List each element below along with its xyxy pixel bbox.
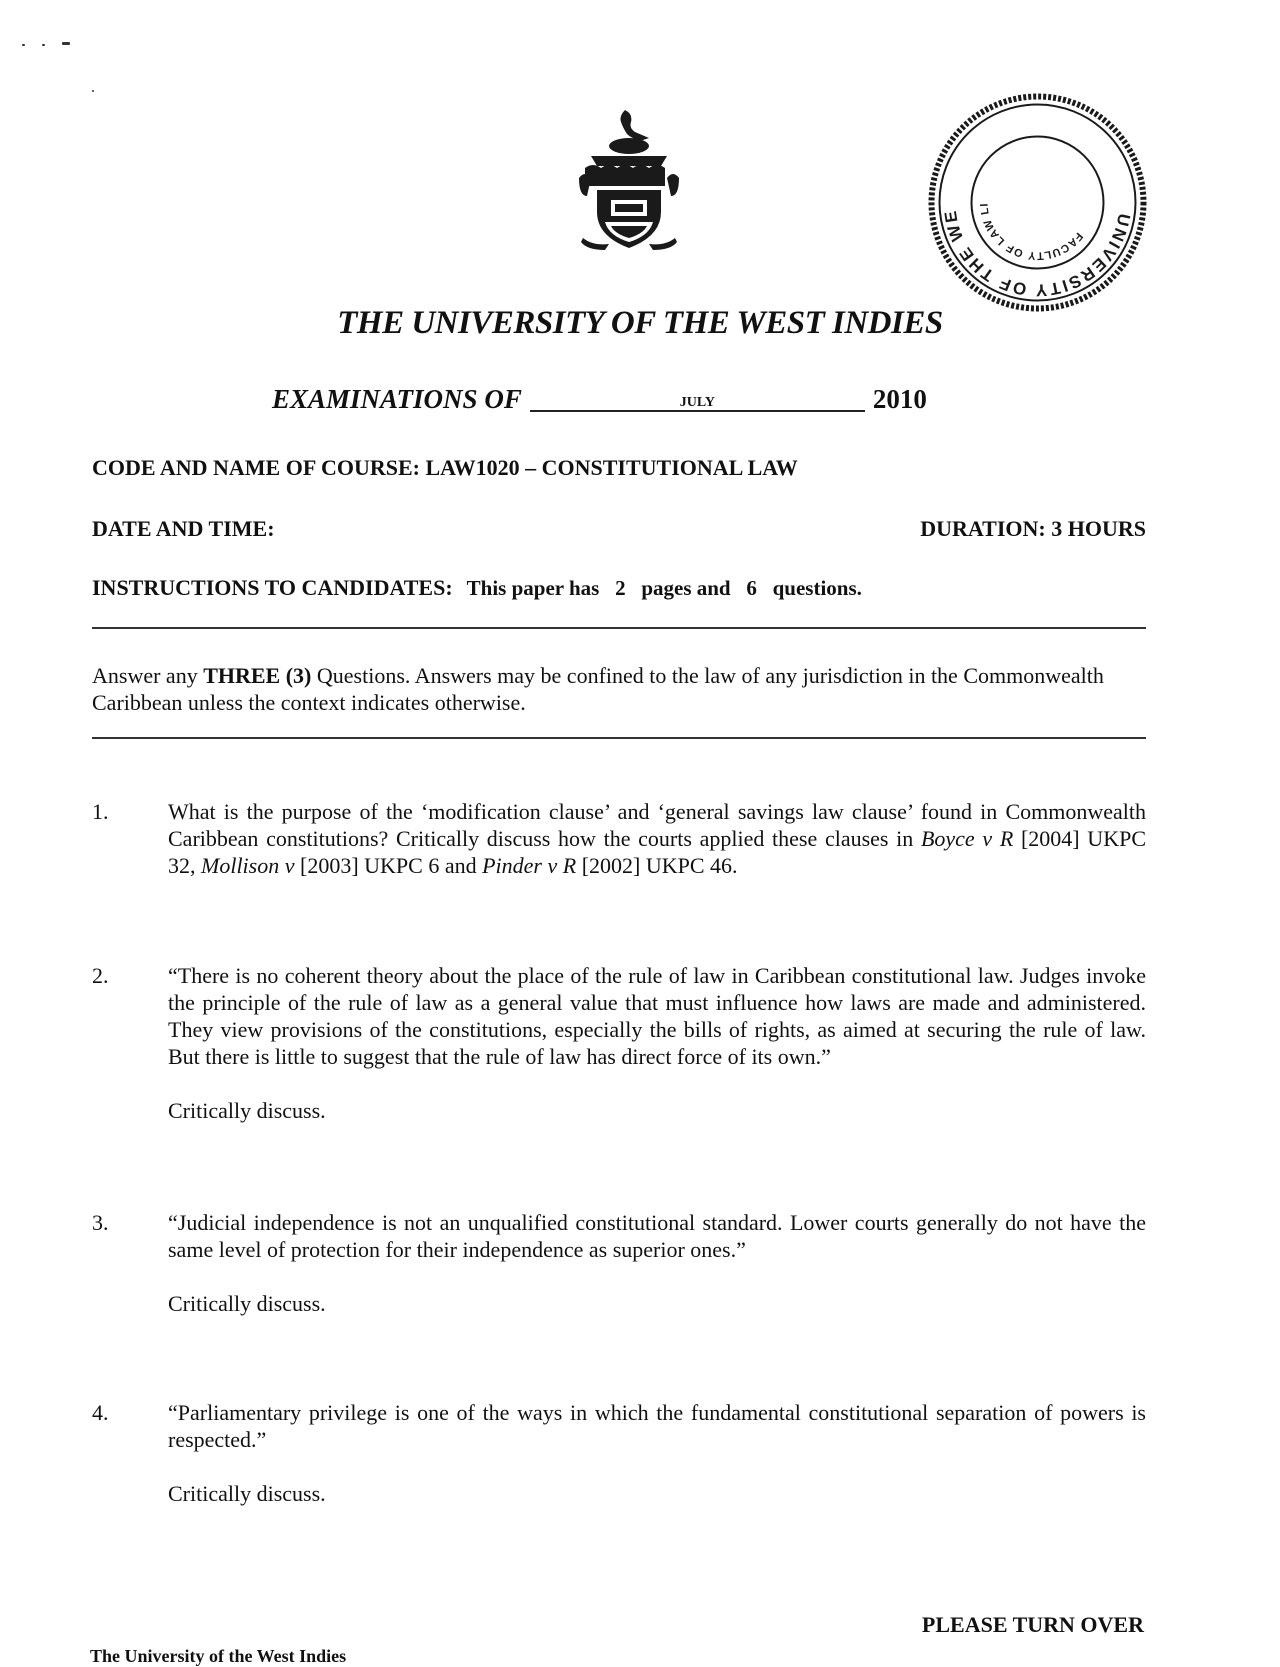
scan-speck xyxy=(62,42,70,45)
question-1 xyxy=(92,798,1146,879)
question-directive: Critically discuss. xyxy=(168,1291,326,1316)
question-3 xyxy=(92,1209,1146,1317)
instructions-suffix: questions. xyxy=(772,576,862,600)
divider-bottom xyxy=(92,737,1146,739)
instructions-prefix: This paper has xyxy=(466,576,600,600)
scan-speck xyxy=(22,44,25,46)
exam-year: 2010 xyxy=(872,384,927,414)
course-line xyxy=(92,455,798,481)
scan-speck xyxy=(42,44,45,46)
exam-line xyxy=(272,384,927,415)
question-text-part: [2003] UKPC 6 and xyxy=(294,853,483,878)
duration-value: 3 HOURS xyxy=(1051,516,1146,541)
course-label: CODE AND NAME OF COURSE: xyxy=(92,455,420,480)
question-number: 2. xyxy=(92,963,109,988)
case-citation: Boyce v R xyxy=(920,826,1014,851)
exam-month: JULY xyxy=(530,388,865,412)
case-citation: Pinder v R xyxy=(482,853,577,878)
duration-label: DURATION: xyxy=(920,516,1046,541)
answer-note-part2: Questions. Answers may be confined to the law of any jurisdiction in the Commonwealth Caribbean unless the context indicates otherwise. xyxy=(92,663,1104,715)
question-text-part: [2002] UKPC 46. xyxy=(576,853,738,878)
question-text: “There is no coherent theory about the place of the rule of law in Caribbean constitutional law. Judges invoke the principle of the rule of law as a general value that must influence how laws are made and administered. They view provisions of the constitutions, especially the bills of rights, as aimed at securing the rule of law. But there is little to suggest that the rule of law has direct force of its own.” xyxy=(168,963,1146,1069)
footer-institution: The University of the West Indies xyxy=(90,1646,347,1666)
question-2 xyxy=(92,962,1146,1124)
course-value: LAW1020 – CONSTITUTIONAL LAW xyxy=(425,455,798,480)
question-4 xyxy=(92,1399,1146,1507)
duration-line xyxy=(920,516,1146,542)
question-directive: Critically discuss. xyxy=(168,1098,326,1123)
answer-note-part1: Answer any xyxy=(92,663,198,688)
answer-note xyxy=(92,662,1146,716)
question-text xyxy=(168,798,1146,879)
please-turn-over: PLEASE TURN OVER xyxy=(921,1612,1144,1637)
question-directive: Critically discuss. xyxy=(168,1481,326,1506)
question-number: 1. xyxy=(92,799,109,824)
instructions-middle: pages and xyxy=(641,576,731,600)
university-title: THE UNIVERSITY OF THE WEST INDIES xyxy=(337,305,943,341)
scan-speck xyxy=(92,90,94,92)
library-stamp xyxy=(925,90,1150,315)
exam-label: EXAMINATIONS OF xyxy=(272,384,522,414)
divider-top xyxy=(92,627,1146,629)
question-text-part: [2004] UKPC 32, xyxy=(168,826,1146,878)
question-text: “Parliamentary privilege is one of the ways in which the fundamental constitutional separation of powers is respected.” xyxy=(168,1400,1146,1452)
instructions-line xyxy=(92,575,862,601)
question-number: 4. xyxy=(92,1400,109,1425)
date-time-label: DATE AND TIME: xyxy=(92,516,275,541)
answer-note-emphasis: THREE (3) xyxy=(203,663,312,688)
questions-count: 6 xyxy=(746,576,757,600)
stamp-outer-text: UNIVERSITY OF THE WE xyxy=(940,207,1134,300)
question-number: 3. xyxy=(92,1210,109,1235)
instructions-label: INSTRUCTIONS TO CANDIDATES: xyxy=(92,575,453,600)
question-text: “Judicial independence is not an unqualified constitutional standard. Lower courts generally do not have the same level of protection for their independence as superior ones.” xyxy=(168,1210,1146,1262)
question-text-part: What is the purpose of the ‘modification clause’ and ‘general savings law clause’ found in Commonwealth Caribbean constitutions? Critically discuss how the courts applied these clauses in xyxy=(168,799,1146,851)
university-crest-logo xyxy=(575,108,683,256)
case-citation: Mollison v xyxy=(201,853,295,878)
pages-count: 2 xyxy=(615,576,626,600)
stamp-inner-text: FACULTY OF LAW LI xyxy=(978,202,1085,262)
